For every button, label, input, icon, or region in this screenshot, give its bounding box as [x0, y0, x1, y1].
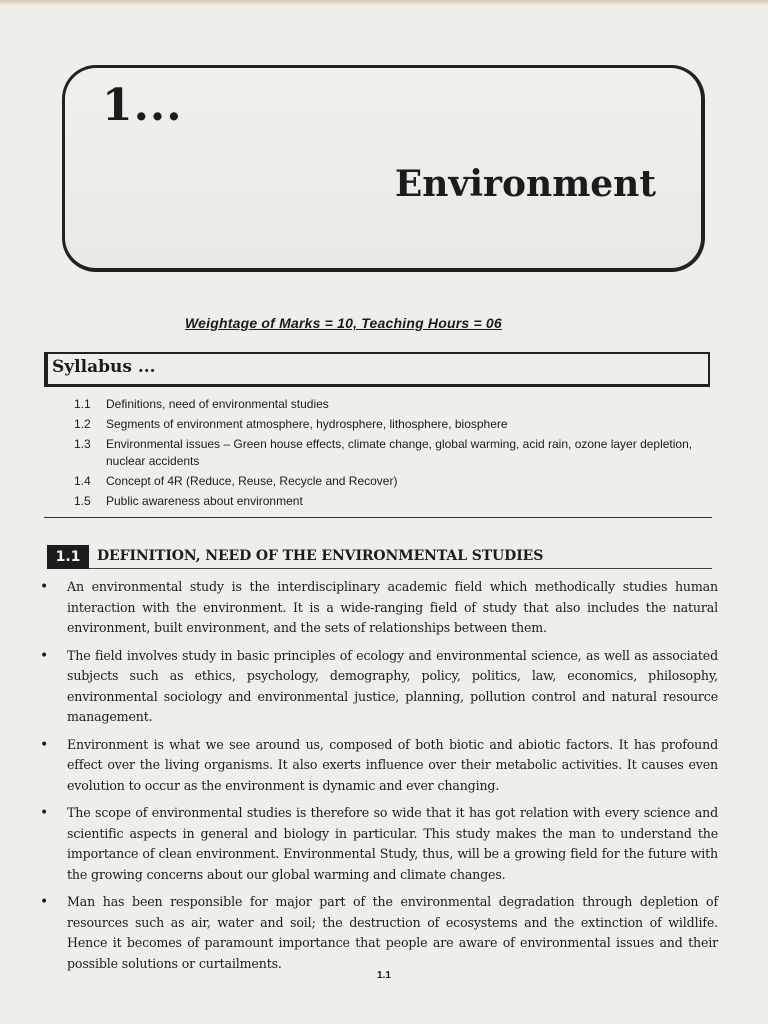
syllabus-item	[74, 416, 714, 433]
syllabus-item-number: 1.3	[74, 437, 91, 451]
syllabus-item-text: Definitions, need of environmental studies	[106, 397, 329, 411]
bullet-text: The field involves study in basic principles of ecology and environmental science, as well as associated subjects such as ethics, psychology, demography, policy, politics, law, economics, philosophy, environmental sociology and environmental justice, planning, pollution control and natural resource management.	[67, 647, 718, 724]
syllabus-item-number: 1.5	[74, 494, 91, 508]
syllabus-item-text: Concept of 4R (Reduce, Reuse, Recycle and Recover)	[106, 474, 398, 488]
bullet-item	[40, 803, 718, 885]
page-number: 1.1	[377, 970, 391, 981]
bullet-text: Man has been responsible for major part of the environmental degradation through depletion of resources such as air, water and soil; the destruction of ecosystems and the extinction of wildlife. Hence it becomes of paramount importance that people are aware of environmental issues and their possible solutions or curtailments.	[67, 894, 718, 971]
bullet-dot-icon: •	[40, 736, 49, 753]
bullet-text: An environmental study is the interdisciplinary academic field which methodically studies human interaction with the environment. It is a wide-ranging field of study that also includes the natural environment, built environment, and the sets of relationships between them.	[67, 579, 718, 635]
bullet-dot-icon: •	[40, 894, 49, 910]
section-underline	[89, 568, 712, 569]
page-top-edge	[0, 0, 768, 6]
chapter-title: Environment	[394, 163, 656, 205]
syllabus-item	[74, 396, 714, 413]
chapter-number: 1...	[102, 80, 183, 131]
syllabus-item-number: 1.1	[74, 397, 91, 411]
syllabus-item-text: Environmental issues – Green house effects, climate change, global warming, acid rain, ozone layer depletion, nuclear accidents	[106, 437, 693, 468]
syllabus-item	[74, 473, 714, 490]
bullet-text: Environment is what we see around us, composed of both biotic and abiotic factors. It has profound effect over the living organisms. It also exerts influence over their metabolic activities. It causes even evolution to occur as the environment is dynamic and ever changing.	[67, 736, 718, 793]
bullet-item	[40, 577, 718, 639]
bullet-item	[40, 646, 718, 728]
syllabus-item-number: 1.2	[74, 417, 91, 431]
syllabus-divider	[44, 517, 712, 518]
section-number-badge: 1.1	[47, 545, 89, 569]
weightage-line: Weightage of Marks = 10, Teaching Hours = 06	[185, 315, 502, 331]
section-title: DEFINITION, NEED OF THE ENVIRONMENTAL STUDIES	[97, 548, 544, 564]
section-heading	[47, 545, 712, 569]
bullet-item	[40, 892, 718, 974]
bullet-dot-icon: •	[40, 579, 49, 595]
syllabus-title: Syllabus ...	[52, 357, 156, 377]
syllabus-item-number: 1.4	[74, 474, 91, 488]
bullet-dot-icon: •	[40, 805, 49, 821]
syllabus-item-text: Public awareness about environment	[106, 494, 303, 508]
syllabus-item	[74, 436, 714, 470]
syllabus-item-text: Segments of environment atmosphere, hydrosphere, lithosphere, biosphere	[106, 417, 508, 431]
syllabus-list	[74, 396, 714, 513]
bullet-text: The scope of environmental studies is therefore so wide that it has got relation with every science and scientific aspects in general and biology in particular. This study makes the man to understand the importance of clean environment. Environmental Study, thus, will be a growing field for the future with the growing concerns about our global warming and climate changes.	[67, 805, 718, 882]
bullet-list	[40, 577, 718, 981]
bullet-dot-icon: •	[40, 647, 49, 664]
bullet-item	[40, 735, 718, 797]
syllabus-item	[74, 493, 714, 510]
